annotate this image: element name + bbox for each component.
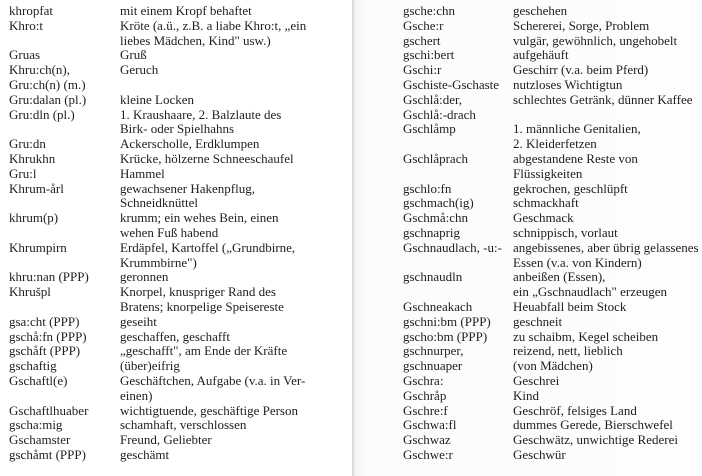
- entry-headword: gschnaprig: [403, 224, 461, 240]
- glossary-entry: [9, 19, 345, 49]
- entry-headword: Gschiste-Gschaste: [403, 76, 500, 92]
- entry-headword: gschlo:fn: [403, 180, 452, 196]
- entry-headword: Gschlåprach: [403, 150, 468, 166]
- glossary-entry: [403, 4, 702, 19]
- entry-definition: Hammel: [120, 165, 165, 181]
- entry-definition: zu schaibm, Kegel scheiben: [513, 328, 659, 344]
- entry-definition: Geruch: [120, 62, 159, 78]
- entry-headword: Khrukhn: [9, 150, 56, 166]
- entry-definition: 1. Kraushaare, 2. Balzlaute des Birk- oder Spielhahns: [120, 106, 282, 137]
- entry-definition: schmackhaft: [513, 195, 579, 211]
- entry-headword: gschnaudln: [403, 269, 463, 285]
- entry-headword: Gschmå:chn: [403, 210, 468, 226]
- entry-definition: schnippisch, vorlaut: [513, 224, 618, 240]
- glossary-entry: [9, 285, 345, 315]
- entry-definition: geschehen: [513, 3, 568, 18]
- entry-definition: reizend, nett, lieblich (von Mädchen): [513, 343, 623, 374]
- entry-headword: Gsche:r: [403, 17, 444, 33]
- entry-definition: Freund, Geliebter: [120, 432, 212, 448]
- entry-definition: Kind: [513, 387, 539, 403]
- glossary-entry: [403, 93, 702, 123]
- entry-headword: Gschamster: [9, 432, 71, 448]
- entry-definition: mit einem Kropf behaftet: [120, 3, 252, 18]
- glossary-entry: [403, 122, 702, 152]
- entry-definition: Geschäftchen, Aufgabe (v.a. in Ver- einen): [120, 372, 306, 403]
- entry-headword: gschni:bm (PPP): [403, 313, 491, 329]
- entry-definition: geschämt: [120, 446, 170, 462]
- entry-headword: Gschwaz: [403, 432, 451, 448]
- glossary-entry: [9, 182, 345, 212]
- entry-definition: wichtigtuende, geschäftige Person: [120, 402, 298, 418]
- glossary-entry: [403, 344, 702, 374]
- entry-definition: Geschrei: [513, 372, 560, 388]
- page-gutter: [352, 0, 354, 476]
- entry-headword: Gschaftl(e): [9, 372, 68, 388]
- glossary-entry: [9, 344, 345, 359]
- entry-headword: gsa:cht (PPP): [9, 313, 80, 329]
- entry-headword: Khrum-årl: [9, 180, 64, 196]
- entry-headword: khropfat: [9, 3, 54, 18]
- entry-definition: schamhaft, verschlossen: [120, 417, 247, 433]
- glossary-entry: [9, 330, 345, 345]
- right-page: [352, 0, 702, 476]
- entry-definition: nutzloses Wichtigtun: [513, 76, 623, 92]
- entry-headword: khru:nan (PPP): [9, 269, 89, 285]
- entry-definition: Kröte (a.ü., z.B. a liabe Khro:t, „ein liebes Mädchen, Kind" usw.): [120, 17, 307, 48]
- entry-definition: Knorpel, knuspriger Rand des Bratens; knorpelige Speisereste: [120, 284, 284, 314]
- entry-definition: schlechtes Getränk, dünner Kaffee: [513, 91, 693, 107]
- glossary-entry: [403, 374, 702, 389]
- entry-headword: Gschra:: [403, 372, 444, 388]
- glossary-entry: [403, 418, 702, 433]
- glossary-entry: [403, 226, 702, 241]
- entry-headword: Khrumpirn: [9, 239, 67, 255]
- glossary-entry: [403, 196, 702, 211]
- glossary-entry: [9, 108, 345, 138]
- entry-headword: gschåft (PPP): [9, 343, 81, 359]
- entry-headword: Gschneakach: [403, 298, 473, 314]
- glossary-entry: [403, 315, 702, 330]
- entry-headword: Gruas: [9, 47, 41, 63]
- entry-definition: Geschwätz, unwichtige Rederei: [513, 432, 678, 448]
- entry-headword: Gru:dln (pl.): [9, 106, 75, 122]
- glossary-entry: [403, 300, 702, 315]
- entry-definition: Schererei, Sorge, Problem: [513, 17, 650, 33]
- entry-definition: 1. männliche Genitalien, 2. Kleiderfetzen: [513, 121, 641, 152]
- entry-definition: angebissenes, aber übrig gelassenes Essen (v.a. von Kindern): [513, 239, 699, 270]
- entry-headword: gschå:fn (PPP): [9, 328, 87, 344]
- entry-definition: „geschafft", am Ende der Kräfte: [120, 343, 288, 359]
- glossary-entry: [9, 270, 345, 285]
- entry-definition: dummes Gerede, Bierschwefel: [513, 417, 673, 433]
- glossary-entry: [403, 241, 702, 271]
- entry-definition: vulgär, gewöhnlich, ungehobelt: [513, 32, 678, 48]
- entry-headword: gsche:chn: [403, 3, 455, 18]
- entry-headword: Gschwa:fl: [403, 417, 457, 433]
- entry-definition: gekrochen, geschlüpft: [513, 180, 628, 196]
- glossary-entry: [403, 404, 702, 419]
- entry-headword: gschi:bert: [403, 47, 455, 63]
- entry-headword: gscha:mig: [9, 417, 63, 433]
- glossary-entry: [9, 315, 345, 330]
- entry-headword: gschnurper, gschnuaper: [403, 343, 464, 374]
- entry-definition: geschneit: [513, 313, 563, 329]
- entry-definition: geschaffen, geschafft: [120, 328, 230, 344]
- glossary-entry: [9, 211, 345, 241]
- glossary-entry: [403, 433, 702, 448]
- entry-definition: geseiht: [120, 313, 157, 329]
- entry-headword: Gschlåmp: [403, 121, 456, 137]
- entry-definition: Geschwür: [513, 446, 566, 462]
- entry-headword: Gschre:f: [403, 402, 448, 418]
- entry-definition: Heuabfall beim Stock: [513, 298, 627, 314]
- entry-definition: Geschröf, felsiges Land: [513, 402, 637, 418]
- glossary-entry: [403, 19, 702, 34]
- glossary-entry: [9, 404, 345, 419]
- entry-headword: Khru:ch(n), Gru:ch(n) (m.): [9, 62, 86, 92]
- entry-headword: gschaftig: [9, 358, 57, 374]
- glossary-entry: [403, 78, 702, 93]
- glossary-entry: [9, 241, 345, 271]
- entry-definition: anbeißen (Essen), ein „Gschnaudlach" erzeugen: [513, 269, 668, 300]
- entry-headword: Gschwe:r: [403, 446, 453, 462]
- glossary-entry: [403, 330, 702, 345]
- glossary-entry: [9, 448, 345, 463]
- entry-headword: Gru:dn: [9, 136, 46, 152]
- entry-headword: gschmach(ig): [403, 195, 474, 211]
- entry-headword: Gru:dalan (pl.): [9, 91, 87, 107]
- entry-definition: Geschmack: [513, 210, 574, 226]
- entry-definition: abgestandene Reste von Flüssigkeiten: [513, 150, 638, 181]
- glossary-entry: [9, 167, 345, 182]
- entry-definition: kleine Locken: [120, 91, 194, 107]
- entry-definition: Geschirr (v.a. beim Pferd): [513, 62, 649, 78]
- entry-definition: Krücke, hölzerne Schneeschaufel: [120, 150, 294, 166]
- glossary-entry: [403, 152, 702, 182]
- entry-definition: gewachsener Hakenpflug, Schneidknüttel: [120, 180, 255, 211]
- entry-definition: aufgehäuft: [513, 47, 569, 63]
- glossary-entry: [9, 48, 345, 63]
- entry-headword: Khro:t: [9, 17, 43, 33]
- glossary-entry: [9, 433, 345, 448]
- glossary-entry: [403, 48, 702, 63]
- entry-headword: Gschaftlhuaber: [9, 402, 89, 418]
- entry-definition: geronnen: [120, 269, 169, 285]
- entry-headword: Gschnaudlach, -u:-: [403, 239, 502, 255]
- glossary-entry: [9, 374, 345, 404]
- left-entry-list: [9, 4, 345, 463]
- entry-definition: (über)eifrig: [120, 358, 180, 374]
- right-entry-list: [403, 4, 702, 463]
- glossary-entry: [403, 211, 702, 226]
- glossary-entry: [403, 448, 702, 463]
- glossary-entry: [403, 182, 702, 197]
- entry-headword: Gschi:r: [403, 62, 442, 78]
- glossary-entry: [9, 63, 345, 93]
- entry-definition: Gruß: [120, 47, 147, 63]
- glossary-entry: [9, 152, 345, 167]
- entry-definition: Ackerscholle, Erdklumpen: [120, 136, 260, 152]
- entry-headword: Gschråp: [403, 387, 447, 403]
- glossary-entry: [9, 93, 345, 108]
- glossary-entry: [9, 359, 345, 374]
- entry-headword: Gru:l: [9, 165, 37, 181]
- glossary-entry: [9, 137, 345, 152]
- entry-headword: Gschlå:der, Gschlå:-drach: [403, 91, 476, 122]
- glossary-entry: [9, 418, 345, 433]
- glossary-entry: [9, 4, 345, 19]
- entry-headword: khrum(p): [9, 210, 59, 226]
- entry-headword: gschert: [403, 32, 441, 48]
- glossary-entry: [403, 34, 702, 49]
- entry-definition: krumm; ein wehes Bein, einen wehen Fuß habend: [120, 210, 279, 240]
- entry-headword: gscho:bm (PPP): [403, 328, 488, 344]
- entry-definition: Erdäpfel, Kartoffel („Grundbirne, Krummbirne"): [120, 239, 296, 270]
- entry-headword: gschåmt (PPP): [9, 446, 86, 462]
- glossary-entry: [403, 270, 702, 300]
- entry-headword: Khrušpl: [9, 284, 51, 300]
- glossary-entry: [403, 389, 702, 404]
- glossary-entry: [403, 63, 702, 78]
